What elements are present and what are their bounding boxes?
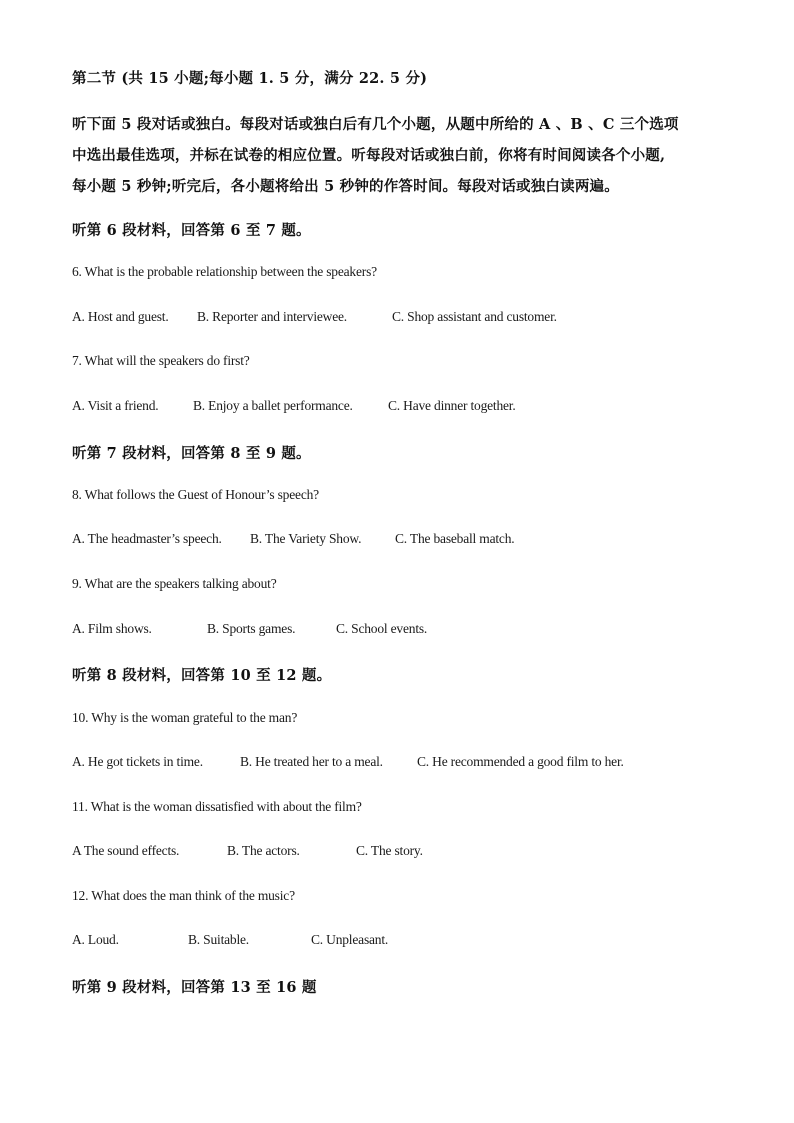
- option-b: B. Reporter and interviewee.: [197, 309, 347, 324]
- group-heading: 听第 9 段材料，回答第 13 至 16 题: [72, 979, 317, 996]
- option-a: A. Loud.: [72, 932, 119, 947]
- instructions-line: 每小题 5 秒钟;听完后，各小题将给出 5 秒钟的作答时间。每段对话或独白读两遍。: [72, 178, 619, 195]
- option-c: C. Have dinner together.: [388, 398, 516, 413]
- option-b: B. He treated her to a meal.: [240, 754, 383, 769]
- option-a: A. The headmaster’s speech.: [72, 531, 222, 546]
- group-heading: 听第 8 段材料，回答第 10 至 12 题。: [72, 667, 332, 684]
- question-stem: 6. What is the probable relationship between the speakers?: [72, 264, 377, 279]
- option-c: C. He recommended a good film to her.: [417, 754, 624, 769]
- question-stem: 11. What is the woman dissatisfied with about the film?: [72, 799, 362, 814]
- section-header: 第二节 (共 15 小题;每小题 1. 5 分，满分 22. 5 分): [72, 70, 428, 87]
- option-a: A. Visit a friend.: [72, 398, 159, 413]
- group-heading: 听第 7 段材料，回答第 8 至 9 题。: [72, 445, 311, 462]
- option-b: B. Sports games.: [207, 621, 296, 636]
- question-stem: 9. What are the speakers talking about?: [72, 576, 277, 591]
- question-stem: 12. What does the man think of the music?: [72, 888, 295, 903]
- option-b: B. Suitable.: [188, 932, 249, 947]
- instructions-line: 听下面 5 段对话或独白。每段对话或独白后有几个小题，从题中所给的 A 、B 、C 三个选项: [72, 116, 679, 133]
- option-a: A. Host and guest.: [72, 309, 169, 324]
- question-stem: 10. Why is the woman grateful to the man?: [72, 710, 298, 725]
- option-a: A The sound effects.: [72, 843, 180, 858]
- option-b: B. The actors.: [227, 843, 300, 858]
- option-c: C. School events.: [336, 621, 428, 636]
- option-c: C. Unpleasant.: [311, 932, 389, 947]
- option-a: A. Film shows.: [72, 621, 152, 636]
- question-stem: 8. What follows the Guest of Honour’s speech?: [72, 487, 319, 502]
- group-heading: 听第 6 段材料，回答第 6 至 7 题。: [72, 222, 311, 239]
- option-b: B. The Variety Show.: [250, 531, 362, 546]
- option-c: C. The story.: [356, 843, 423, 858]
- question-stem: 7. What will the speakers do first?: [72, 353, 250, 368]
- option-c: C. The baseball match.: [395, 531, 515, 546]
- option-c: C. Shop assistant and customer.: [392, 309, 557, 324]
- instructions-line: 中选出最佳选项，并标在试卷的相应位置。听每段对话或独白前，你将有时间阅读各个小题,: [72, 147, 666, 164]
- option-a: A. He got tickets in time.: [72, 754, 203, 769]
- option-b: B. Enjoy a ballet performance.: [193, 398, 353, 413]
